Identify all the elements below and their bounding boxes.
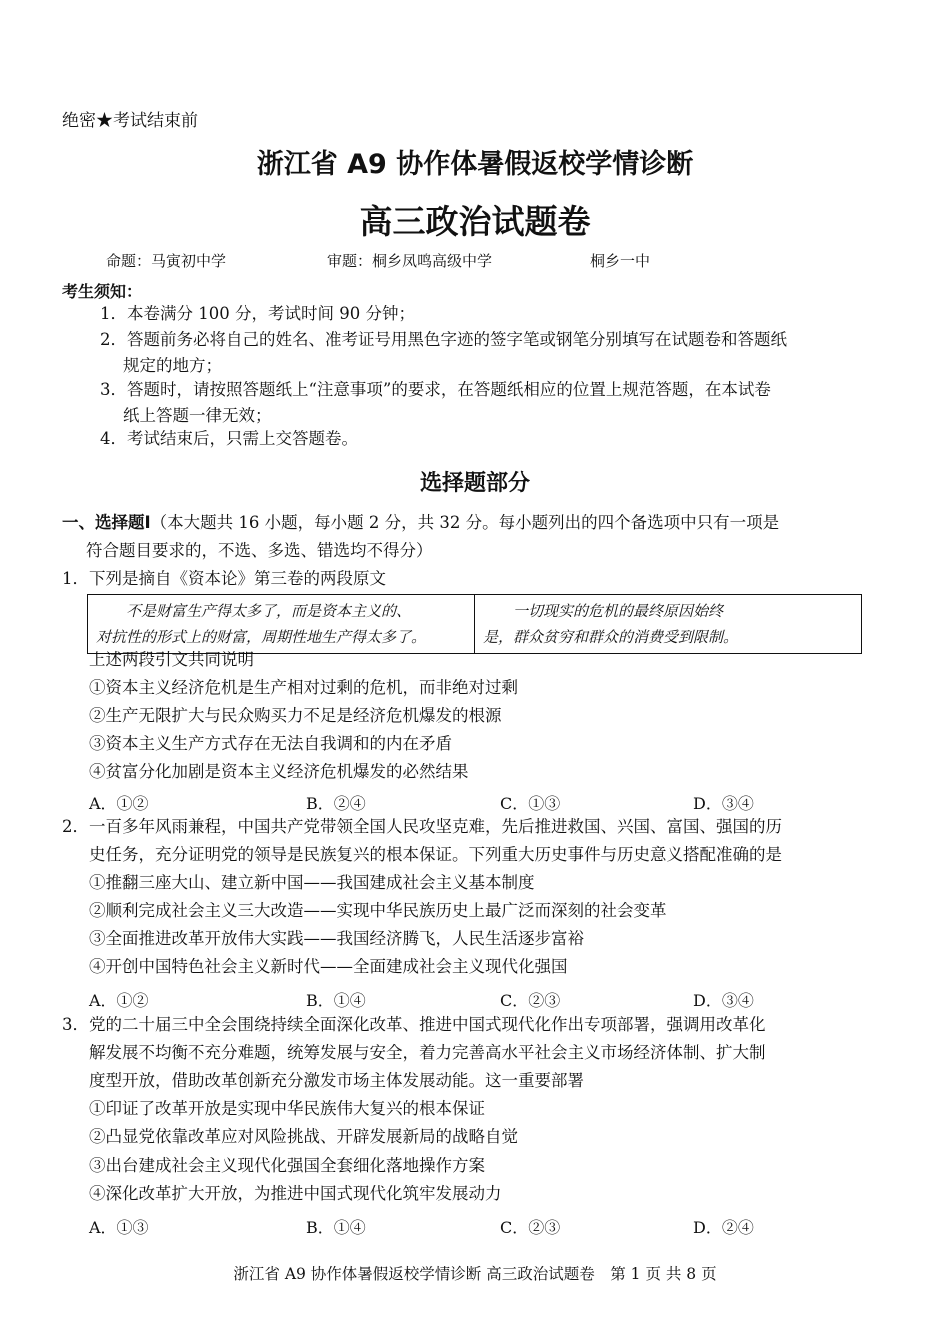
quote-left-line: 对抗性的形式上的财富，周期性地生产得太多了。 — [96, 628, 427, 646]
notice-heading: 考生须知： — [62, 282, 143, 301]
part-description-cont: 符合题目要求的，不选、多选、错选均不得分） — [86, 541, 433, 560]
question-1-option-c: C．①③ — [500, 794, 561, 813]
page-footer: 浙江省 A9 协作体暑假返校学情诊断 高三政治试题卷 第 1 页 共 8 页 — [233, 1265, 717, 1283]
notice-line: 3．答题时，请按照答题纸上“注意事项”的要求，在答题纸相应的位置上规范答题，在本试卷 — [100, 380, 771, 399]
quote-right — [475, 595, 862, 654]
question-3-option-c: C．②③ — [500, 1218, 561, 1237]
question-3-option-b: B．①④ — [306, 1218, 366, 1237]
notice-line: 4．考试结束后，只需上交答题卷。 — [100, 429, 358, 448]
question-3-option-d: D．②④ — [693, 1218, 754, 1237]
reviewer-credit-2: 桐乡一中 — [590, 252, 651, 270]
question-3-item: ④深化改革扩大开放，为推进中国式现代化筑牢发展动力 — [89, 1184, 502, 1203]
question-1-item: ②生产无限扩大与民众购买力不足是经济危机爆发的根源 — [89, 706, 502, 725]
question-1-stem: 1．下列是摘自《资本论》第三卷的两段原文 — [62, 569, 386, 588]
question-1-lead: 上述两段引文共同说明 — [89, 650, 254, 669]
exam-subtitle: 高三政治试题卷 — [359, 202, 591, 241]
confidential-mark: 绝密★考试结束前 — [62, 111, 198, 131]
question-3-stem-cont: 解发展不均衡不充分难题，统筹发展与安全，着力完善高水平社会主义市场经济体制、扩大制 — [89, 1043, 766, 1062]
question-2-stem: 2．一百多年风雨兼程，中国共产党带领全国人民攻坚克难，先后推进救国、兴国、富国、强国的历 — [62, 817, 782, 836]
section-title: 选择题部分 — [419, 471, 530, 496]
question-2-option-b: B．①④ — [306, 991, 366, 1010]
question-1-option-b: B．②④ — [306, 794, 366, 813]
question-2-item: ④开创中国特色社会主义新时代——全面建成社会主义现代化强国 — [89, 957, 568, 976]
question-1-item: ④贫富分化加剧是资本主义经济危机爆发的必然结果 — [89, 762, 469, 781]
question-2-option-c: C．②③ — [500, 991, 561, 1010]
question-3-item: ②凸显党依靠改革应对风险挑战、开辟发展新局的战略自觉 — [89, 1127, 518, 1146]
question-2-item: ②顺利完成社会主义三大改造——实现中华民族历史上最广泛而深刻的社会变革 — [89, 901, 667, 920]
part-label: 一、选择题Ⅰ — [62, 513, 151, 532]
exam-title: 浙江省 A9 协作体暑假返校学情诊断 — [256, 149, 694, 180]
question-2-option-a: A．①② — [89, 991, 149, 1010]
notice-line: 1．本卷满分 100 分，考试时间 90 分钟； — [100, 304, 415, 323]
question-3-stem: 3．党的二十届三中全会围绕持续全面深化改革、推进中国式现代化作出专项部署，强调用改革化 — [62, 1015, 766, 1034]
question-3-option-a: A．①③ — [89, 1218, 149, 1237]
part-heading — [62, 515, 779, 532]
quote-left — [88, 595, 475, 654]
quote-right-line: 一切现实的危机的最终原因始终 — [513, 602, 724, 620]
question-1-item: ③资本主义生产方式存在无法自我调和的内在矛盾 — [89, 734, 452, 753]
reviewer-credit: 审题：桐乡凤鸣高级中学 — [327, 252, 493, 270]
question-1-option-a: A．①② — [89, 794, 149, 813]
notice-line: 2．答题前务必将自己的姓名、准考证号用黑色字迹的签字笔或钢笔分别填写在试题卷和答题纸 — [100, 330, 787, 349]
question-2-item: ①推翻三座大山、建立新中国——我国建成社会主义基本制度 — [89, 873, 535, 892]
question-1-option-d: D．③④ — [693, 794, 754, 813]
notice-line: 纸上答题一律无效； — [123, 406, 272, 425]
question-3-stem-cont: 度型开放，借助改革创新充分激发市场主体发展动能。这一重要部署 — [89, 1071, 584, 1090]
quote-table — [87, 594, 862, 654]
notice-line: 规定的地方； — [123, 356, 222, 375]
quote-right-line: 是，群众贫穷和群众的消费受到限制。 — [483, 628, 739, 646]
question-2-item: ③全面推进改革开放伟大实践——我国经济腾飞，人民生活逐步富裕 — [89, 929, 584, 948]
question-2-stem-cont: 史任务，充分证明党的领导是民族复兴的根本保证。下列重大历史事件与历史意义搭配准确的是 — [89, 845, 782, 864]
proposer-credit: 命题：马寅初中学 — [106, 252, 227, 270]
quote-left-line: 不是财富生产得太多了，而是资本主义的、 — [126, 602, 412, 620]
part-description: （本大题共 16 小题，每小题 2 分，共 32 分。每小题列出的四个备选项中只有一项是 — [150, 513, 780, 532]
question-1-item: ①资本主义经济危机是生产相对过剩的危机，而非绝对过剩 — [89, 678, 518, 697]
question-3-item: ③出台建成社会主义现代化强国全套细化落地操作方案 — [89, 1156, 485, 1175]
question-2-option-d: D．③④ — [693, 991, 754, 1010]
question-3-item: ①印证了改革开放是实现中华民族伟大复兴的根本保证 — [89, 1099, 485, 1118]
